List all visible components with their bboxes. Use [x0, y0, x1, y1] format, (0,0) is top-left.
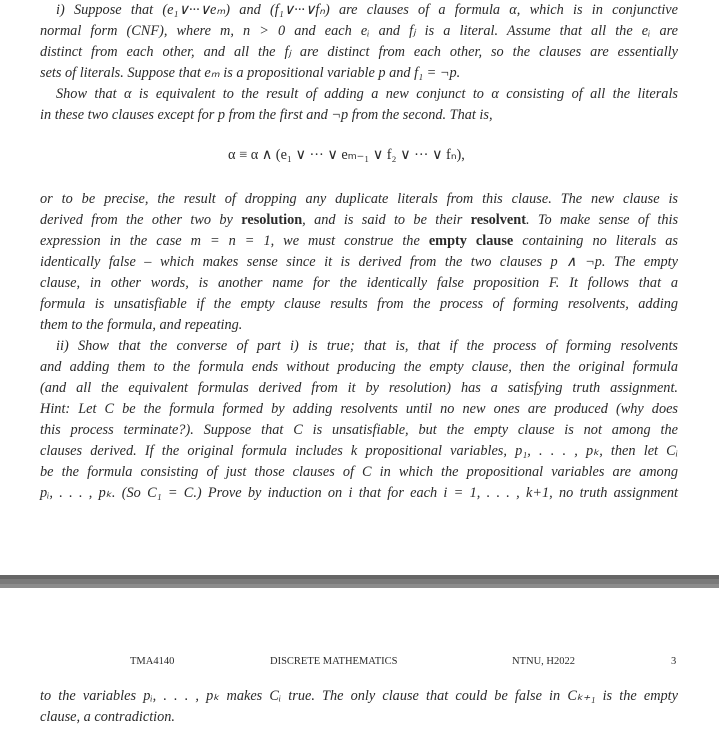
text-line: this process terminate?). Suppose that C is unsatisfiable, but the empty clause is not among the — [40, 422, 678, 438]
text-line: ii) Show that the converse of part i) is true; that is, that if the process of forming resolvents — [56, 338, 678, 354]
text-span: derived from the other two by — [40, 212, 233, 228]
term-resolution: resolution — [241, 212, 303, 228]
text-span: containing no literals as — [522, 233, 678, 249]
term-resolvent: resolvent — [470, 212, 526, 228]
text-line: clauses derived. If the original formula includes k propositional variables, p₁, . . . , pₖ, then let Cᵢ — [40, 443, 678, 459]
resolution-equation: α ≡ α ∧ (e₁ ∨ ··· ∨ eₘ₋₁ ∨ f₂ ∨ ··· ∨ fₙ), — [228, 147, 465, 163]
text-span: expression in the case m = n = 1, we must construe the — [40, 233, 420, 249]
text-span: , and is said to be their — [302, 212, 463, 228]
page-2 — [0, 588, 719, 732]
text-line: to the variables pᵢ, . . . , pₖ makes Cᵢ true. The only clause that could be false in Cₖ₊₁ is the empty — [40, 688, 678, 704]
text-line: clause, in other words, is another name for the identically false proposition F. It follows that a — [40, 275, 678, 291]
text-line: formula is unsatisfiable if the empty clause results from the process of forming resolvents, adding — [40, 296, 678, 312]
header-page-number: 3 — [671, 656, 677, 667]
text-line — [40, 232, 678, 250]
text-line: identically false – which makes sense since it is derived from the two clauses p ∧ ¬p. The empty — [40, 254, 678, 270]
page-separator — [0, 575, 719, 588]
text-span: . To make sense of this — [525, 212, 679, 228]
term-empty-clause: empty clause — [428, 233, 514, 249]
header-term: NTNU, H2022 — [512, 656, 575, 667]
text-line: sets of literals. Suppose that eₘ is a propositional variable p and f₁ = ¬p. — [40, 65, 461, 81]
text-line: i) Suppose that (e₁∨···∨eₘ) and (f₁∨···∨fₙ) are clauses of a formula α, which is in conjunctive — [56, 2, 678, 18]
text-line: normal form (CNF), where m, n > 0 and each eᵢ and fⱼ is a literal. Assume that all the eᵢ are — [40, 23, 678, 39]
text-line: pᵢ, . . . , pₖ. (So C₁ = C.) Prove by induction on i that for each i = 1, . . . , k+1, no truth assignment — [40, 485, 678, 501]
text-line: and adding them to the formula ends without producing the empty clause, then the original formula — [40, 359, 678, 375]
text-line: clause, a contradiction. — [40, 709, 176, 725]
text-line: distinct from each other, and all the fⱼ are distinct from each other, so the clauses are essentially — [40, 44, 678, 60]
header-course-name: DISCRETE MATHEMATICS — [270, 656, 398, 667]
text-line: in these two clauses except for p from the first and ¬p from the second. That is, — [40, 107, 493, 123]
text-line: them to the formula, and repeating. — [40, 317, 243, 333]
header-course-code: TMA4140 — [130, 656, 175, 667]
text-line: Show that α is equivalent to the result of adding a new conjunct to α consisting of all the literals — [56, 86, 678, 102]
text-line: Hint: Let C be the formula formed by adding resolvents until no new ones are produced (why does — [40, 401, 678, 417]
text-line — [40, 211, 678, 229]
text-line: (and all the equivalent formulas derived from it by resolution) has a satisfying truth assignment. — [40, 380, 678, 396]
text-line: be the formula consisting of just those clauses of C in which the propositional variables are among — [40, 464, 678, 480]
text-line: or to be precise, the result of dropping any duplicate literals from this clause. The new clause is — [40, 191, 678, 207]
